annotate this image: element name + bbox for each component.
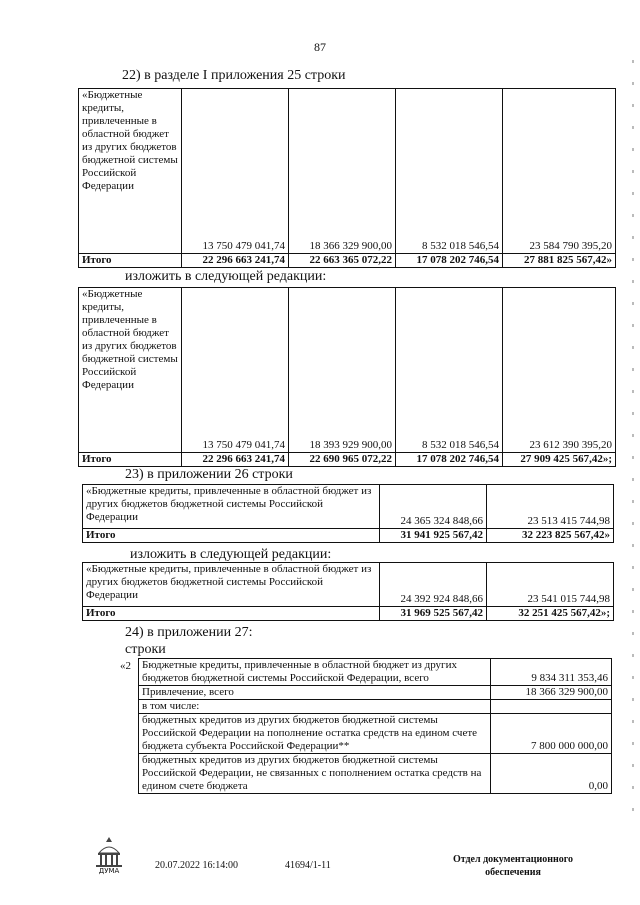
total-value: 22 296 663 241,74 (182, 254, 289, 268)
footer-department: Отдел документационного обеспечения (452, 854, 574, 878)
total-value: 27 909 425 567,42»; (503, 453, 616, 467)
table-cell-value: 23 584 790 395,20 (503, 89, 616, 254)
section-23-replace-heading: изложить в следующей редакции: (130, 547, 332, 562)
table-cell-label: «Бюджетные кредиты, привлеченные в областной бюджет из других бюджетов бюджетной системы Российской Федерации (79, 288, 182, 453)
section-22-heading: 22) в разделе I приложения 25 строки (122, 68, 346, 83)
table-cell-label: «Бюджетные кредиты, привлеченные в областной бюджет из других бюджетов бюджетной системы Российской Федерации (83, 485, 380, 529)
section-23-heading: 23) в приложении 26 строки (125, 467, 293, 482)
total-value: 32 223 825 567,42» (487, 529, 614, 543)
footer-doc-number: 41694/1-11 (285, 860, 331, 871)
table-cell-value: 13 750 479 041,74 (182, 288, 289, 453)
total-value: 27 881 825 567,42» (503, 254, 616, 268)
total-value: 17 078 202 746,54 (396, 453, 503, 467)
section-24-subheading: строки (125, 642, 166, 657)
table-cell-label: «Бюджетные кредиты, привлеченные в областной бюджет из других бюджетов бюджетной системы Российской Федерации (83, 563, 380, 607)
table-cell-value: 24 365 324 848,66 (380, 485, 487, 529)
row-code: «2 (120, 660, 131, 672)
table-23-old (82, 484, 614, 543)
table-cell-value: 23 513 415 744,98 (487, 485, 614, 529)
table-cell-value: 18 366 329 900,00 (289, 89, 396, 254)
total-label: Итого (79, 254, 182, 268)
table-cell-value: 13 750 479 041,74 (182, 89, 289, 254)
table-cell-value: 8 532 018 546,54 (396, 288, 503, 453)
table-cell-label: «Бюджетные кредиты, привлеченные в областной бюджет из других бюджетов бюджетной системы Российской Федерации (79, 89, 182, 254)
table-22-new (78, 287, 616, 467)
table-cell-label: бюджетных кредитов из других бюджетов бюджетной системы Российской Федерации на пополнение остатка средств на едином счете бюджета субъекта Российской Федерации** (139, 714, 491, 754)
table-cell-label: в том числе: (139, 700, 491, 714)
total-value: 32 251 425 567,42»; (487, 607, 614, 621)
table-cell-value: 23 612 390 395,20 (503, 288, 616, 453)
section-24-heading: 24) в приложении 27: (125, 625, 253, 640)
table-cell-value: 9 834 311 353,46 (491, 659, 612, 686)
table-cell-label: Бюджетные кредиты, привлеченные в областной бюджет из других бюджетов бюджетной системы Российской Федерации, всего (139, 659, 491, 686)
table-cell-value: 0,00 (491, 754, 612, 794)
table-cell-value: 24 392 924 848,66 (380, 563, 487, 607)
table-cell-value: 18 366 329 900,00 (491, 686, 612, 700)
table-cell-label: Привлечение, всего (139, 686, 491, 700)
table-cell-value (491, 700, 612, 714)
table-cell-value: 18 393 929 900,00 (289, 288, 396, 453)
total-value: 22 663 365 072,22 (289, 254, 396, 268)
total-label: Итого (83, 529, 380, 543)
total-label: Итого (79, 453, 182, 467)
total-label: Итого (83, 607, 380, 621)
total-value: 17 078 202 746,54 (396, 254, 503, 268)
table-22-old (78, 88, 616, 268)
table-24 (138, 658, 612, 794)
table-cell-value: 7 800 000 000,00 (491, 714, 612, 754)
table-cell-value: 23 541 015 744,98 (487, 563, 614, 607)
page-number: 87 (314, 40, 326, 54)
scan-edge-marks (632, 60, 634, 820)
total-value: 31 941 925 567,42 (380, 529, 487, 543)
section-22-replace-heading: изложить в следующей редакции: (125, 269, 327, 284)
total-value: 22 690 965 072,22 (289, 453, 396, 467)
duma-logo (92, 833, 126, 877)
total-value: 22 296 663 241,74 (182, 453, 289, 467)
total-value: 31 969 525 567,42 (380, 607, 487, 621)
footer-datetime: 20.07.2022 16:14:00 (155, 860, 239, 871)
logo-text: ДУМА (98, 867, 120, 875)
table-23-new (82, 562, 614, 621)
table-cell-value: 8 532 018 546,54 (396, 89, 503, 254)
table-cell-label: бюджетных кредитов из других бюджетов бюджетной системы Российской Федерации, не связанных с пополнением остатка средств на едином счете бюджета (139, 754, 491, 794)
